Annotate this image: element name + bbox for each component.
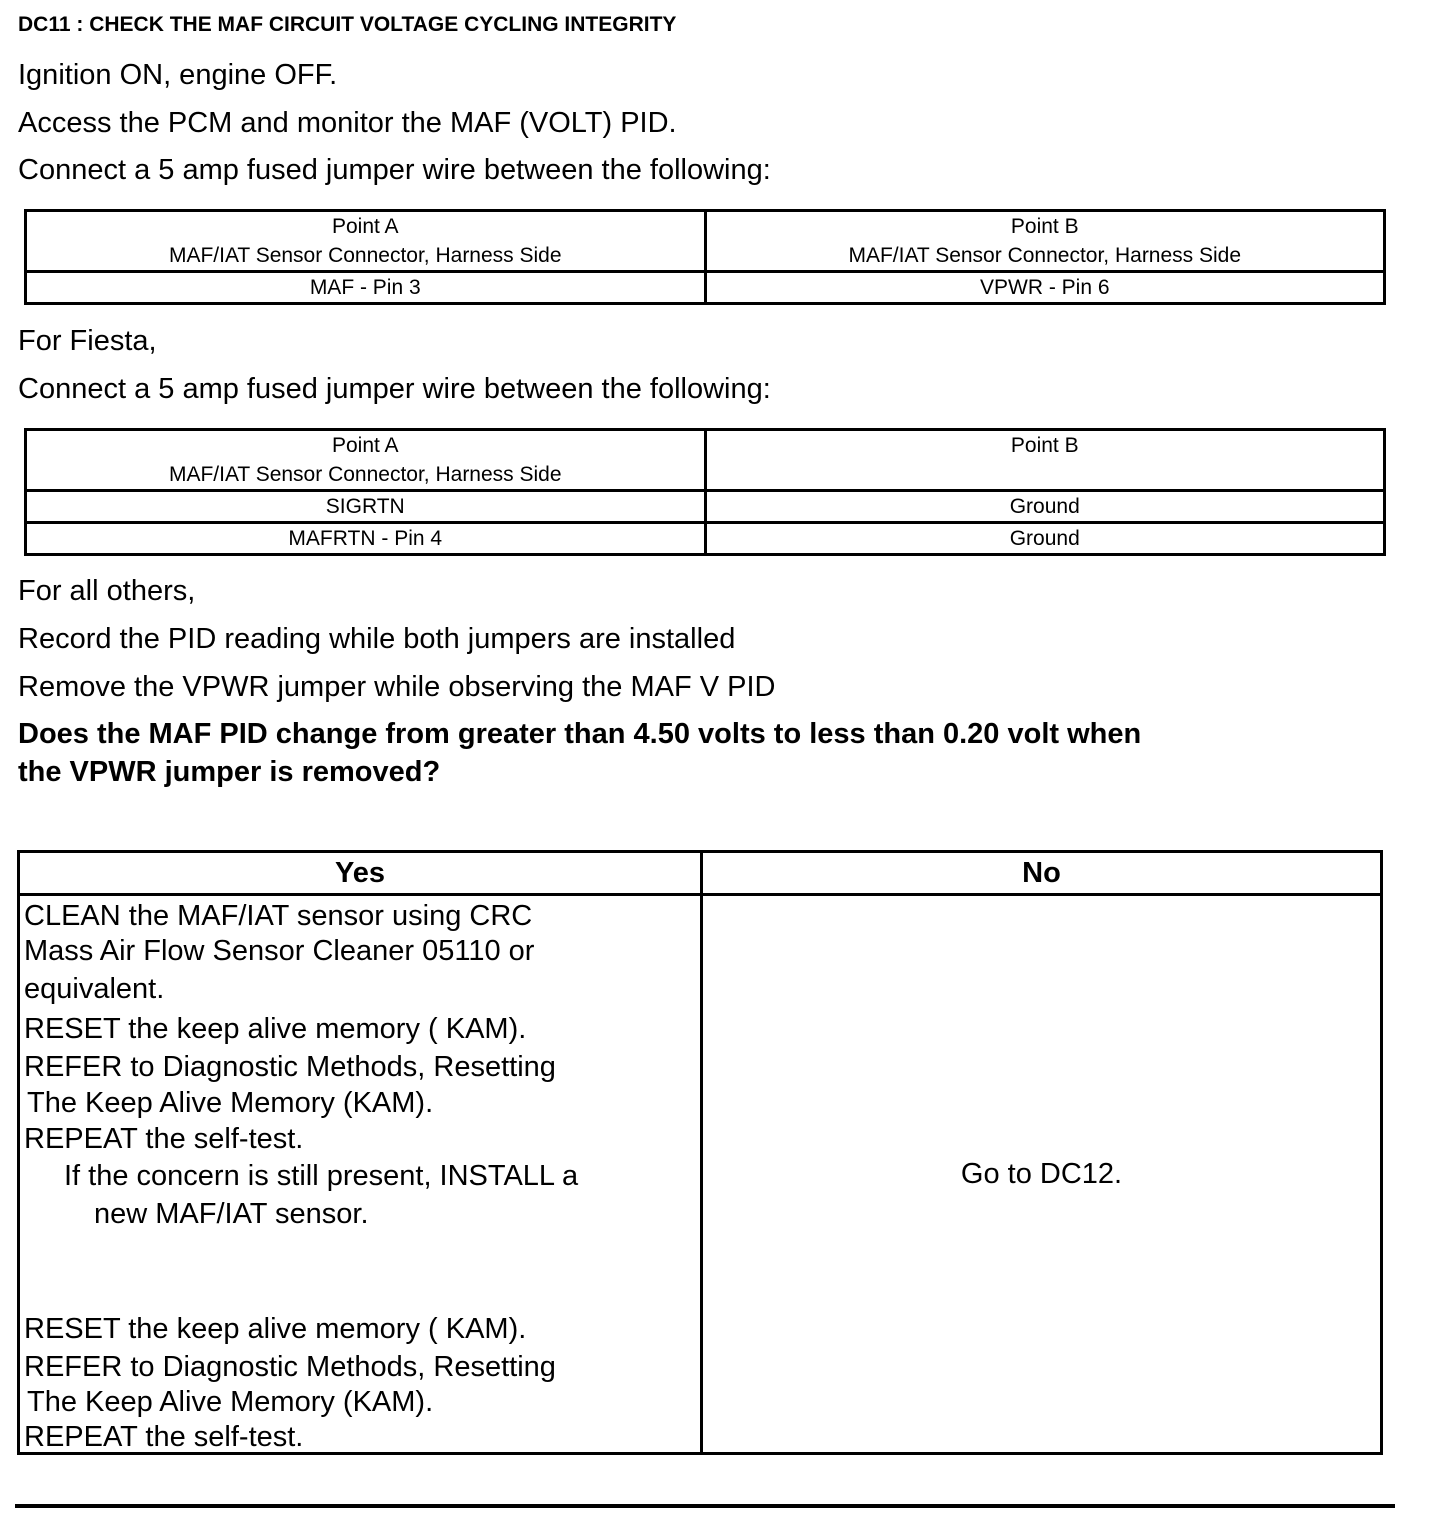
yes-cell [19, 895, 702, 1454]
fiesta-label: For Fiesta, [18, 325, 157, 357]
yes-line: equivalent. [24, 973, 165, 1005]
yes-line: Mass Air Flow Sensor Cleaner 05110 or [24, 935, 535, 967]
step-text: For all others, [18, 575, 196, 607]
yes-line: new MAF/IAT sensor. [94, 1198, 369, 1230]
cell-text: MAF/IAT Sensor Connector, Harness Side [168, 463, 562, 486]
table-row [26, 523, 1385, 555]
step-text: Record the PID reading while both jumpers are installed [18, 623, 736, 655]
table-row [26, 491, 1385, 523]
step-text: Ignition ON, engine OFF. [18, 59, 338, 91]
yes-line: REFER to Diagnostic Methods, Resetting [24, 1351, 556, 1383]
table-header-cell [705, 211, 1385, 272]
step-text: Connect a 5 amp fused jumper wire between the following: [18, 373, 771, 405]
cell-text: Point B [1010, 215, 1079, 238]
yes-line: RESET the keep alive memory ( KAM). [24, 1313, 527, 1345]
yes-line: REFER to Diagnostic Methods, Resetting [24, 1051, 556, 1083]
jumper-table-2 [24, 428, 1386, 556]
table-cell: VPWR - Pin 6 [705, 272, 1385, 304]
step-text: Remove the VPWR jumper while observing the MAF V PID [18, 671, 776, 703]
bottom-divider [15, 1504, 1395, 1508]
result-table [17, 850, 1383, 1455]
step-text: Connect a 5 amp fused jumper wire between the following: [18, 154, 771, 186]
table-row [26, 272, 1385, 304]
table-cell: MAF - Pin 3 [26, 272, 706, 304]
page-title: DC11 : CHECK THE MAF CIRCUIT VOLTAGE CYCLING INTEGRITY [18, 13, 677, 36]
yes-header: Yes [19, 852, 702, 895]
yes-line: CLEAN the MAF/IAT sensor using CRC [24, 900, 533, 932]
table-cell: MAFRTN - Pin 4 [26, 523, 706, 555]
yes-line: If the concern is still present, INSTALL a [64, 1160, 579, 1192]
cell-text: MAF/IAT Sensor Connector, Harness Side [168, 244, 562, 267]
table-header-cell [26, 430, 706, 491]
table-header-cell [26, 211, 706, 272]
yes-line: REPEAT the self-test. [24, 1421, 304, 1453]
jumper-table-1 [24, 209, 1386, 305]
table-cell: Ground [705, 491, 1385, 523]
cell-text: Point A [331, 215, 399, 238]
question-text: the VPWR jumper is removed? [18, 756, 441, 788]
yes-line: REPEAT the self-test. [24, 1123, 304, 1155]
cell-text: Point A [331, 434, 399, 457]
table-header-cell [705, 430, 1385, 491]
no-cell [702, 895, 1382, 1454]
no-header: No [702, 852, 1382, 895]
cell-text: MAF/IAT Sensor Connector, Harness Side [848, 244, 1242, 267]
question-text: Does the MAF PID change from greater than 4.50 volts to less than 0.20 volt when [18, 718, 1142, 750]
yes-line: The Keep Alive Memory (KAM). [27, 1386, 434, 1418]
yes-line: The Keep Alive Memory (KAM). [27, 1087, 434, 1119]
step-text: Access the PCM and monitor the MAF (VOLT) PID. [18, 107, 677, 139]
no-text: Go to DC12. [960, 1157, 1123, 1190]
table-cell: SIGRTN [26, 491, 706, 523]
cell-text: Point B [1010, 434, 1079, 457]
table-cell: Ground [705, 523, 1385, 555]
yes-line: RESET the keep alive memory ( KAM). [24, 1013, 527, 1045]
